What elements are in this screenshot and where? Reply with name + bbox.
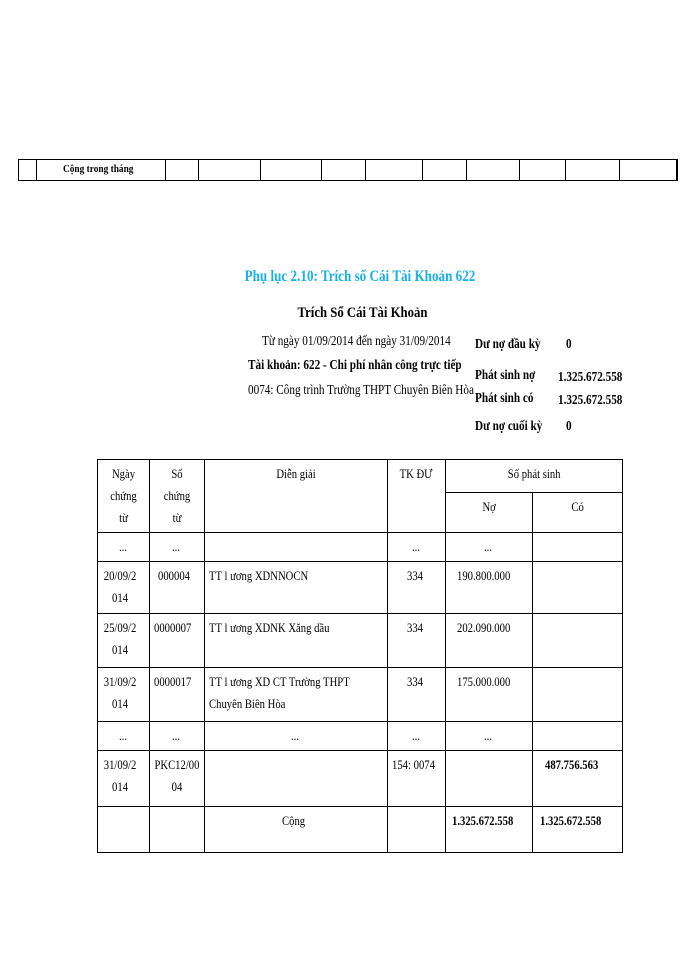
header-tk xyxy=(388,460,446,533)
cell-text: ... xyxy=(411,539,420,554)
total-strip-row xyxy=(18,159,678,181)
credit-total-value: 1.325.672.558 xyxy=(558,393,623,408)
table-cell xyxy=(205,722,388,751)
table-cell xyxy=(388,751,446,807)
ledger-subtitle: Trích Sổ Cái Tài Khoản xyxy=(297,305,428,321)
opening-balance-label: Dư nợ đầu kỳ xyxy=(475,337,541,352)
table-cell xyxy=(205,751,388,807)
table-cell xyxy=(150,614,205,668)
strip-cell xyxy=(467,160,521,180)
table-cell xyxy=(388,533,446,562)
credit-total-label: Phát sinh có xyxy=(475,391,534,406)
table-cell xyxy=(98,614,150,668)
table-row xyxy=(98,562,623,614)
table-cell xyxy=(446,614,533,668)
cell-text: 1.325.672.558 xyxy=(540,813,602,828)
cell-text: 154: 0074 xyxy=(392,757,435,772)
header-doc-no xyxy=(150,460,205,533)
table-cell xyxy=(98,533,150,562)
cell-text: ... xyxy=(411,728,420,743)
table-cell xyxy=(150,533,205,562)
table-cell xyxy=(446,533,533,562)
table-cell xyxy=(150,668,205,722)
table-cell xyxy=(150,807,205,853)
debit-total-label: Phát sinh nợ xyxy=(475,368,536,383)
table-cell xyxy=(150,722,205,751)
strip-cell xyxy=(19,160,37,180)
table-cell xyxy=(446,562,533,614)
table-cell xyxy=(98,751,150,807)
table-row xyxy=(98,722,623,751)
strip-cell xyxy=(423,160,467,180)
cell-text: 202.090.000 xyxy=(456,620,510,635)
table-cell xyxy=(150,562,205,614)
table-cell xyxy=(533,562,623,614)
cell-text: TT l ương XDNK Xăng dầu xyxy=(209,620,330,635)
cell-text: ... xyxy=(484,728,493,743)
cell-text: ... xyxy=(118,728,127,743)
cell-text: 25/09/2014 xyxy=(103,620,137,657)
strip-cell xyxy=(620,160,677,180)
table-cell xyxy=(98,668,150,722)
table-row xyxy=(98,533,623,562)
table-cell xyxy=(446,751,533,807)
strip-cell xyxy=(520,160,566,180)
cell-text: 0000007 xyxy=(154,620,192,635)
cell-text: 334 xyxy=(406,674,423,689)
table-cell xyxy=(205,807,388,853)
cell-text: Có xyxy=(571,499,584,515)
cell-text: ... xyxy=(172,728,181,743)
cell-text: Nợ xyxy=(482,499,496,515)
header-date xyxy=(98,460,150,533)
table-cell xyxy=(388,562,446,614)
strip-cell xyxy=(366,160,423,180)
table-cell xyxy=(388,807,446,853)
table-cell xyxy=(388,614,446,668)
table-cell xyxy=(205,614,388,668)
cell-text: Số chứng từ xyxy=(163,466,191,525)
strip-cell xyxy=(261,160,322,180)
strip-label: Cộng trong tháng xyxy=(62,163,134,175)
table-cell xyxy=(150,751,205,807)
project-text: 0074: Công trình Trường THPT Chuyên Biên Hòa xyxy=(248,383,474,398)
table-cell xyxy=(533,533,623,562)
header-debit xyxy=(446,493,533,533)
closing-balance-value: 0 xyxy=(566,419,572,434)
cell-text: ... xyxy=(484,539,493,554)
cell-text: 334 xyxy=(406,568,423,583)
cell-text: 0000017 xyxy=(154,674,192,689)
strip-cell xyxy=(566,160,620,180)
opening-balance-value: 0 xyxy=(566,337,572,352)
ledger-table xyxy=(97,459,623,853)
table-cell xyxy=(388,668,446,722)
header-credit xyxy=(533,493,623,533)
strip-cell xyxy=(199,160,260,180)
debit-total-value: 1.325.672.558 xyxy=(558,370,623,385)
table-cell xyxy=(205,562,388,614)
table-cell xyxy=(98,562,150,614)
cell-text: TK ĐƯ xyxy=(400,466,433,481)
cell-text: 175.000.000 xyxy=(456,674,510,689)
cell-text: ... xyxy=(172,539,181,554)
cell-text: 31/09/2014 xyxy=(103,757,137,794)
account-text: Tài khoản: 622 - Chi phí nhân công trực tiếp xyxy=(248,358,462,373)
cell-text: TT l ương XDNNOCN xyxy=(209,568,309,583)
strip-cell xyxy=(322,160,366,180)
table-cell xyxy=(205,668,388,722)
cell-text: Cộng xyxy=(281,813,306,828)
closing-balance-label: Dư nợ cuối kỳ xyxy=(475,419,543,434)
table-cell xyxy=(446,807,533,853)
total-row xyxy=(98,807,623,853)
cell-text: 1.325.672.558 xyxy=(451,813,513,828)
cell-text: 190.800.000 xyxy=(456,568,510,583)
strip-label-cell xyxy=(37,160,166,180)
cell-text: 000004 xyxy=(157,568,190,583)
table-cell xyxy=(533,722,623,751)
table-cell xyxy=(98,722,150,751)
cell-text: TT l ương XD CT Trường THPT Chuyên Biên Hòa xyxy=(209,674,350,711)
header-row xyxy=(98,460,623,493)
table-cell xyxy=(533,614,623,668)
cell-text: ... xyxy=(291,728,300,743)
table-cell xyxy=(98,807,150,853)
table-cell xyxy=(446,668,533,722)
table-cell xyxy=(205,533,388,562)
cell-text: 334 xyxy=(406,620,423,635)
table-cell xyxy=(533,751,623,807)
cell-text: Ngày chứng từ xyxy=(110,466,137,525)
cell-text: PKC12/0004 xyxy=(154,757,200,794)
table-cell xyxy=(388,722,446,751)
cell-text: 31/09/2014 xyxy=(103,674,137,711)
table-row xyxy=(98,668,623,722)
table-cell xyxy=(533,807,623,853)
cell-text: 487.756.563 xyxy=(545,757,599,772)
strip-cell xyxy=(166,160,200,180)
transfer-row xyxy=(98,751,623,807)
table-row xyxy=(98,614,623,668)
period-text: Từ ngày 01/09/2014 đến ngày 31/09/2014 xyxy=(262,334,451,349)
page-title: Phụ lục 2.10: Trích sổ Cái Tài Khoản 622 xyxy=(244,268,476,285)
header-amounts xyxy=(446,460,623,493)
table-cell xyxy=(446,722,533,751)
cell-text: 20/09/2014 xyxy=(103,568,137,605)
table-cell xyxy=(533,668,623,722)
cell-text: ... xyxy=(118,539,127,554)
cell-text: Số phát sinh xyxy=(507,466,561,481)
cell-text: Diễn giải xyxy=(276,466,316,481)
header-description xyxy=(205,460,388,533)
